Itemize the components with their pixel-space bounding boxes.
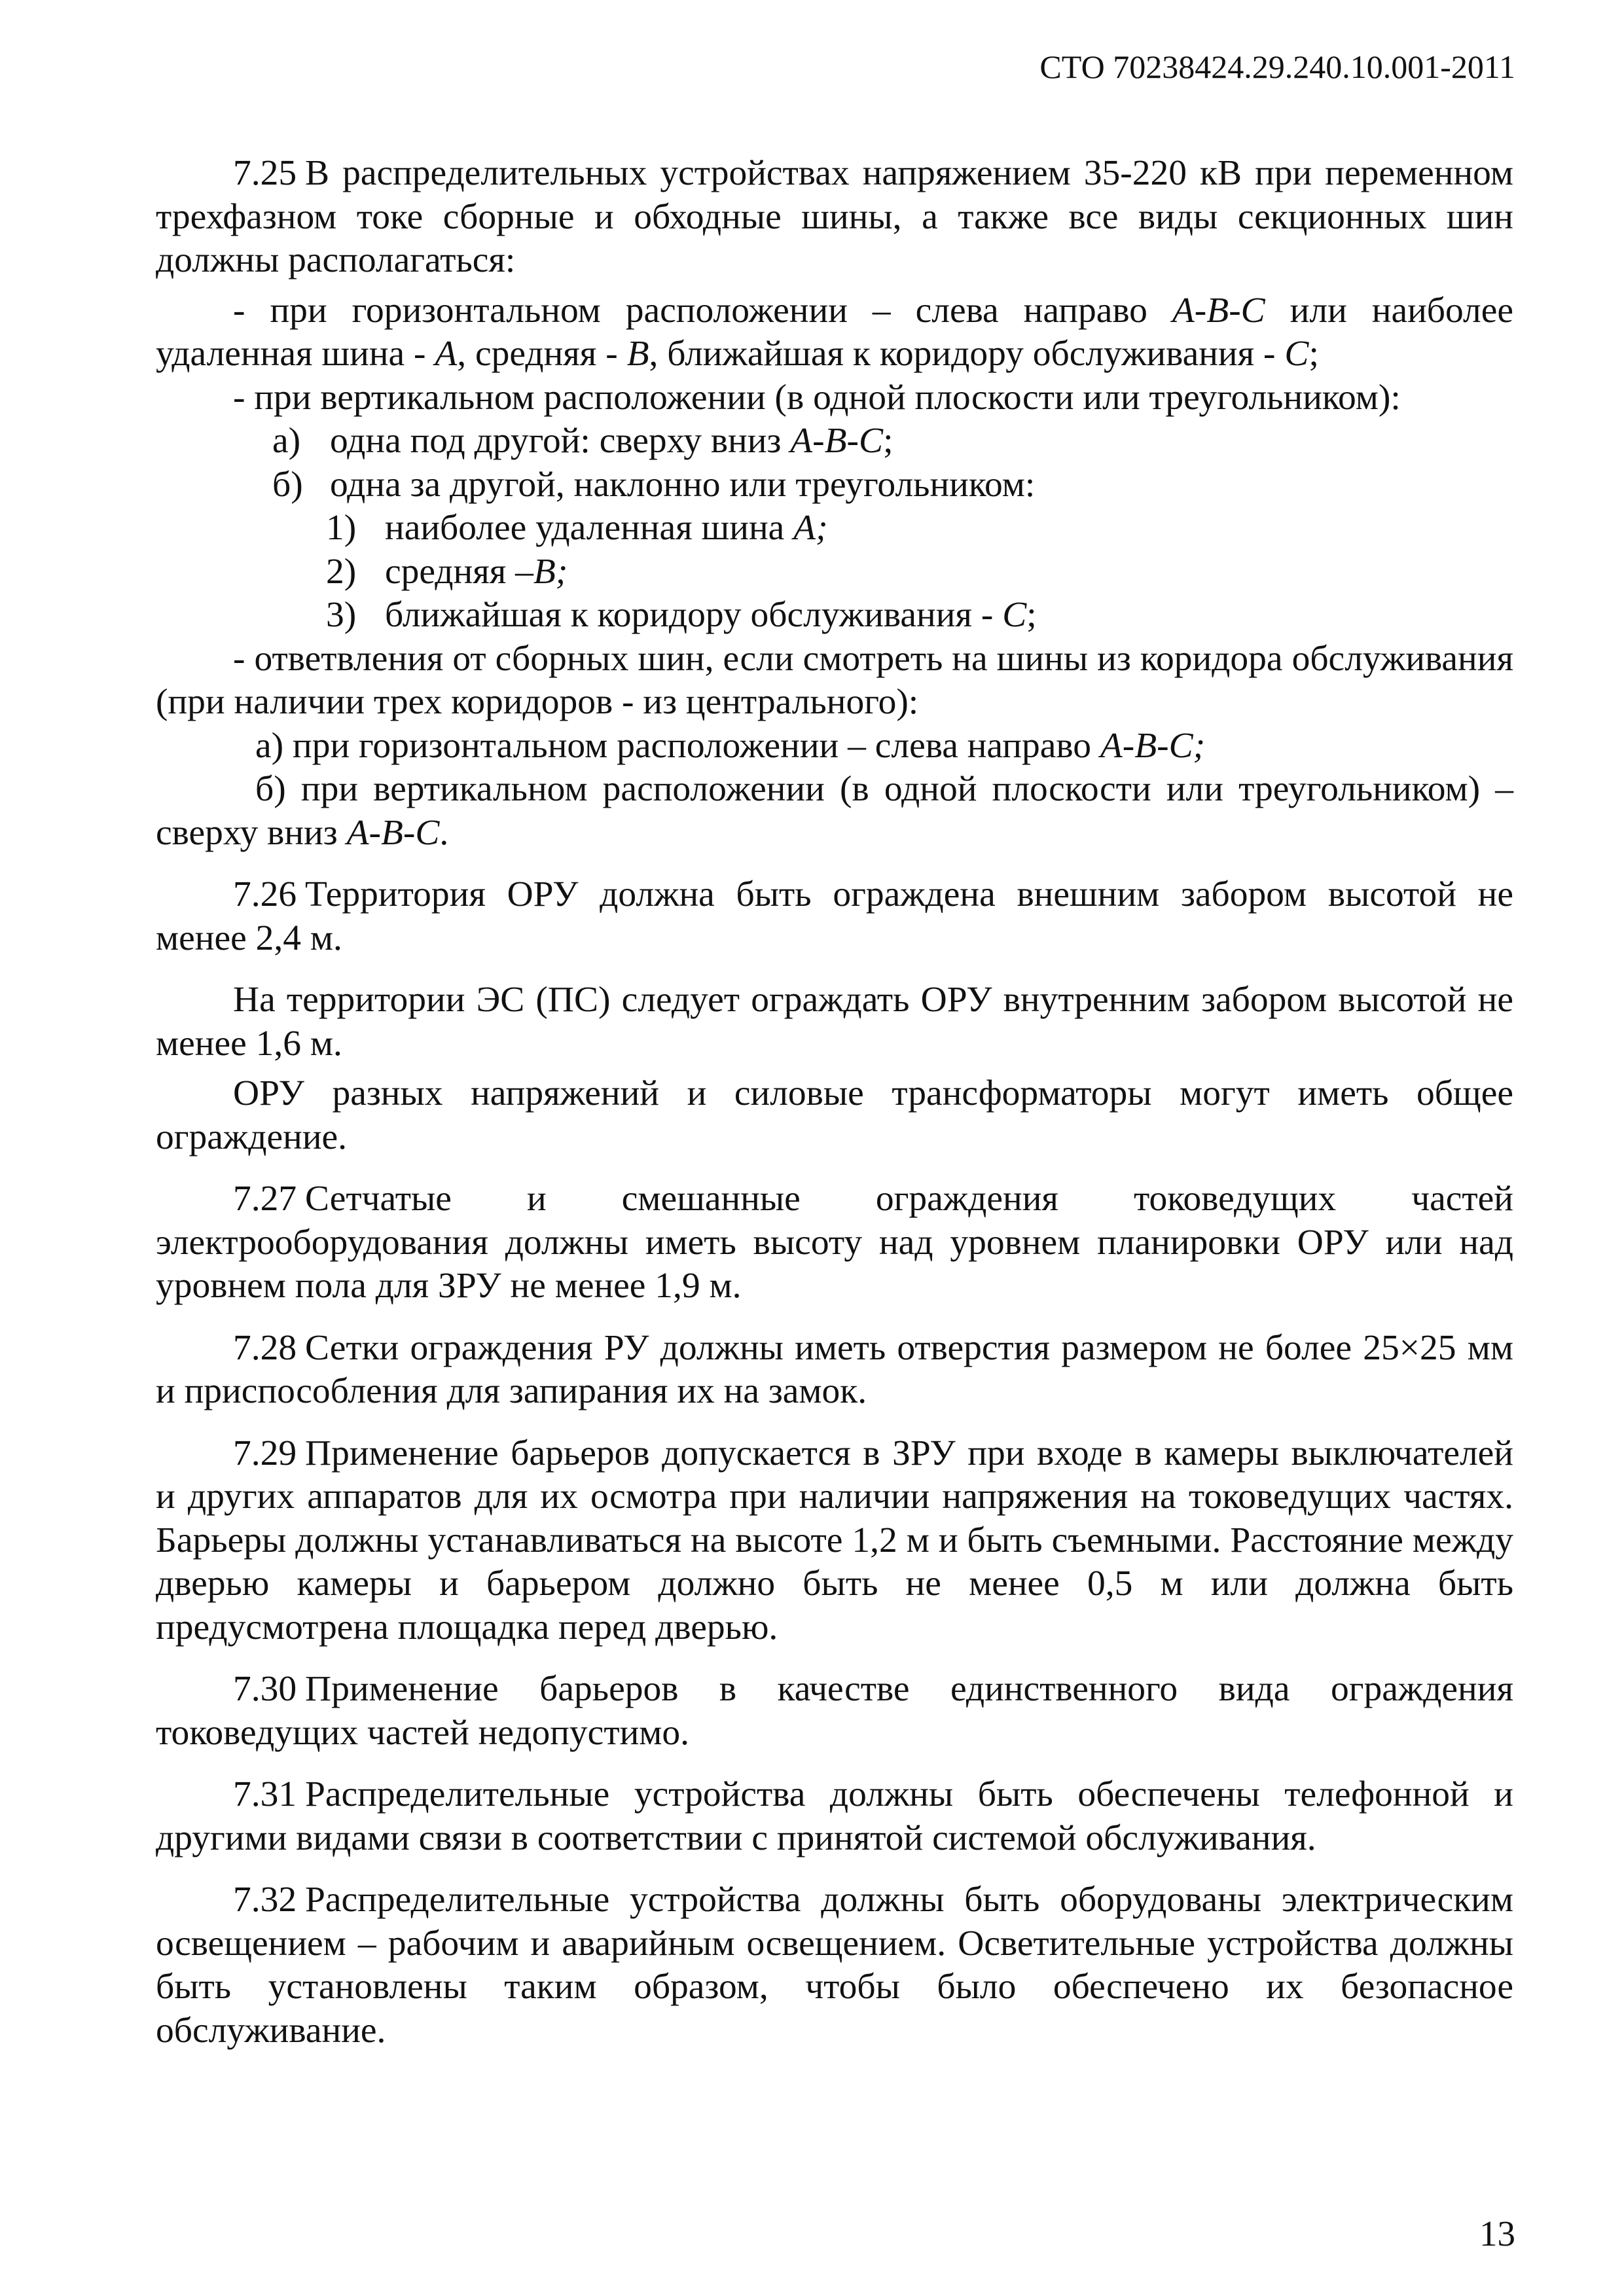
phase-label: A-B-C [346,812,440,853]
clause-text: Распределительные устройства должны быть обеспечены телефонной и другими видами связи в соответствии с принятой системой обслуживания. [156,1774,1513,1858]
text-fragment: ; [1308,334,1319,374]
text-fragment: б) при вертикальном расположении (в одной плоскости или треугольником) – сверху вниз [156,769,1513,853]
text-fragment: одна под другой: сверху вниз [330,421,791,461]
clause-number: 7.25 [233,153,297,193]
phase-label: C [1002,595,1027,635]
clause-7-30 [156,1668,1513,1755]
clause-text: Применение барьеров допускается в ЗРУ при входе в камеры выключателей и других аппаратов для их осмотра при наличии напряжения на токоведущих частях. Барьеры должны устанавливаться на высоте 1,2 м и быть съемными. Расстояние между дверью камеры и барьером должно быть не менее 0,5 м или должна быть предусмотрена площадка перед дверью. [156,1433,1513,1647]
clause-7-29 [156,1432,1513,1650]
clause-7-28 [156,1327,1513,1414]
clause-7-25 [156,152,1513,283]
text-fragment: или наиболее удаленная шина - [156,290,1514,374]
clause-number: 7.29 [233,1433,297,1473]
phase-label: –B; [515,551,568,592]
sub-item-1 [156,507,1513,550]
clause-text: Распределительные устройства должны быть оборудованы электрическим освещением – рабочим и аварийным освещением. Осветительные устройства должны быть установлены таким образом, чтобы было обеспечено их безопасное обслуживание. [156,1880,1513,2051]
item-marker: 1) [326,508,357,548]
item-marker: 3) [326,595,357,635]
phase-label: C [1284,334,1309,374]
clause-7-27 [156,1177,1513,1308]
clause-number: 7.26 [233,874,297,914]
paragraph: ОРУ разных напряжений и силовые трансформаторы могут иметь общее ограждение. [156,1073,1513,1157]
clause-number: 7.31 [233,1774,297,1814]
phase-label: A; [793,508,828,548]
text-fragment: - при горизонтальном расположении – слева направо [233,290,1172,331]
clause-text: Сетчатые и смешанные ограждения токоведущих частей электрооборудования должны иметь высоту над уровнем планировки ОРУ или над уровнем пола для ЗРУ не менее 1,9 м. [156,1179,1513,1306]
list-item-branches: - ответвления от сборных шин, если смотреть на шины из коридора обслуживания (при наличии трех коридоров - из центрального): [156,638,1513,722]
branch-item-a [156,725,1513,768]
text-fragment: ; [883,421,893,461]
phase-label: A [435,334,458,374]
clause-text: В распределительных устройствах напряжением 35-220 кВ при переменном трехфазном токе сборные и обходные шины, а также все виды секционных шин должны располагаться: [156,153,1513,280]
phase-label: B [626,334,649,374]
text-fragment: . [439,812,449,853]
page-number: 13 [1479,2214,1515,2253]
document-body [156,152,1513,2053]
clause-text: Сетки ограждения РУ должны иметь отверстия размером не более 25×25 мм и приспособления для запирания их на замок. [156,1327,1513,1411]
text-fragment: , ближайшая к коридору обслуживания - [649,334,1285,374]
clause-number: 7.32 [233,1880,297,1920]
text-fragment: ; [1026,595,1037,635]
clause-number: 7.28 [233,1327,297,1368]
clause-number: 7.27 [233,1179,297,1219]
clause-text: Территория ОРУ должна быть ограждена внешним забором высотой не менее 2,4 м. [156,874,1513,958]
paragraph: На территории ЭС (ПС) следует ограждать ОРУ внутренним забором высотой не менее 1,6 м. [156,980,1513,1064]
item-marker: б) [272,464,303,505]
text-fragment: средняя [385,551,516,592]
list-item-vertical: - при вертикальном расположении (в одной плоскости или треугольником): [233,377,1401,418]
phase-label: A-B-C [1172,290,1265,331]
text-fragment: одна за другой, наклонно или треугольником: [330,464,1036,505]
document-code: СТО 70238424.29.240.10.001-2011 [1039,48,1515,85]
text-fragment: ближайшая к коридору обслуживания - [385,595,1003,635]
text-fragment: наиболее удаленная шина [385,508,794,548]
item-marker: 2) [326,551,357,592]
sub-item-2 [156,550,1513,594]
sub-item-b [156,463,1513,507]
item-marker: а) [272,421,301,461]
text-fragment: , средняя - [457,334,627,374]
text-fragment: а) при горизонтальном расположении – слева направо [255,725,1100,766]
branch-item-b [156,768,1513,855]
phase-label: A-B-C [790,421,884,461]
clause-7-26 [156,873,1513,960]
clause-number: 7.30 [233,1669,297,1709]
phase-label: A-B-C; [1100,725,1206,766]
sub-item-a [156,420,1513,463]
clause-7-31 [156,1773,1513,1860]
sub-item-3 [156,594,1513,637]
clause-text: Применение барьеров в качестве единственного вида ограждения токоведущих частей недопустимо. [156,1669,1513,1753]
list-item-horizontal [156,289,1513,376]
clause-7-32 [156,1878,1513,2053]
